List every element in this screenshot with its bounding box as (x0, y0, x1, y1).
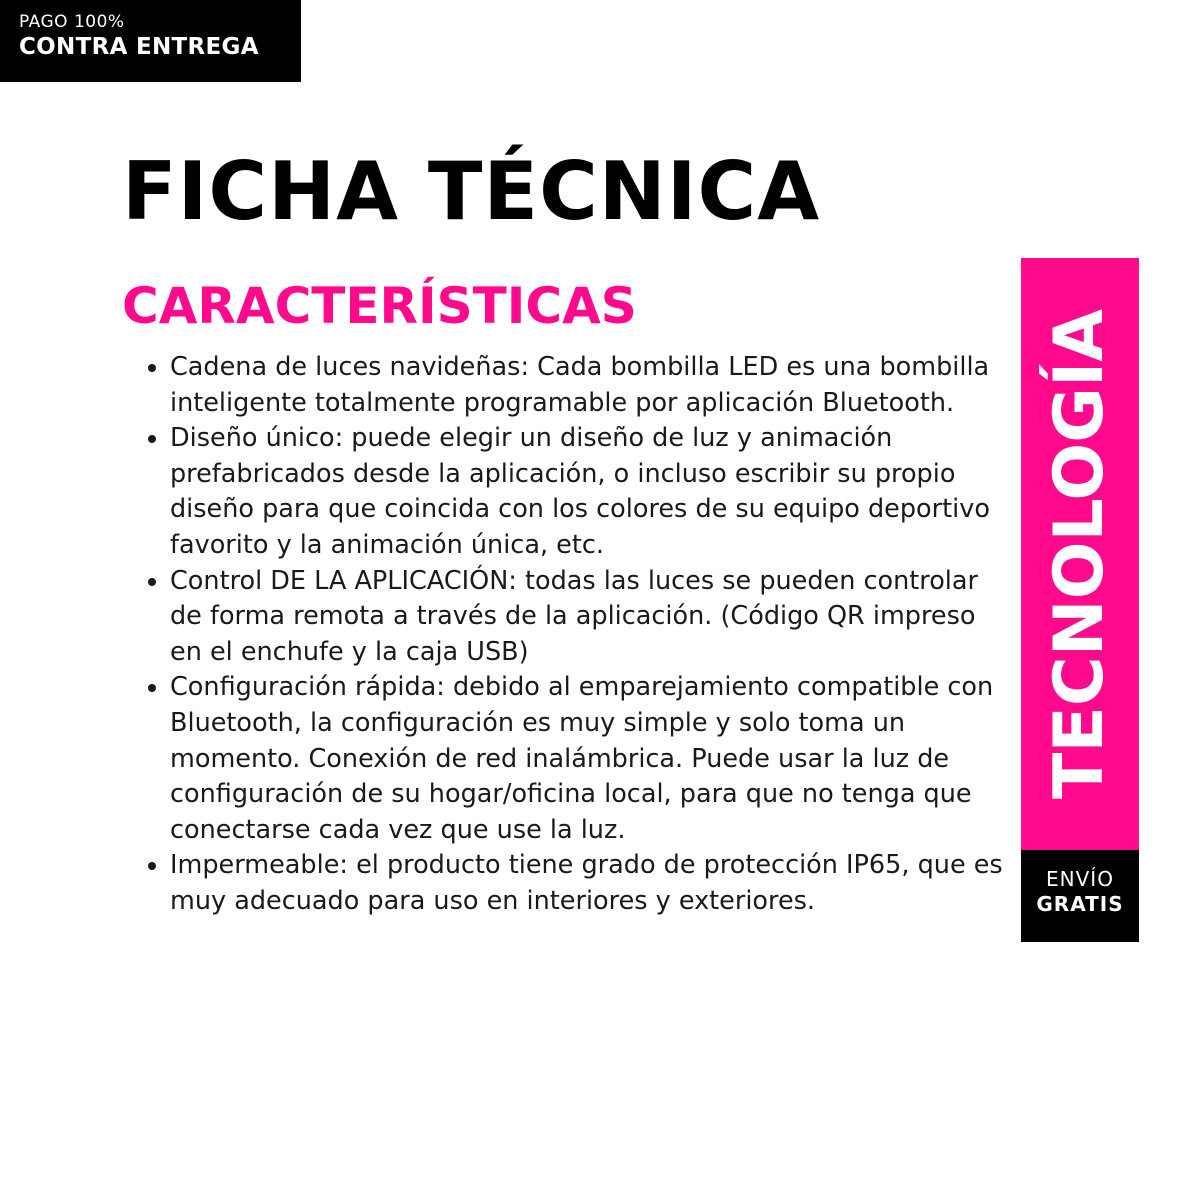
shipping-badge (1021, 850, 1139, 942)
feature-item: • Cadena de luces navideñas: Cada bombilla LED es una bombilla inteligente totalmente programable por aplicación Bluetooth. (170, 350, 1010, 421)
features-list (140, 350, 1010, 920)
payment-badge (0, 0, 301, 82)
shipping-badge-line1: ENVÍO (1046, 867, 1114, 891)
section-title: CARACTERÍSTICAS (122, 277, 637, 335)
feature-item: • Configuración rápida: debido al emparejamiento compatible con Bluetooth, la configuración es muy simple y solo toma un momento. Conexión de red inalámbrica. Puede usar la luz de configuración de su hogar/oficina local, para que no tenga que conectarse cada vez que use la luz. (170, 670, 1010, 848)
feature-item: • Control DE LA APLICACIÓN: todas las luces se pueden controlar de forma remota a través de la aplicación. (Código QR impreso en el enchufe y la caja USB) (170, 564, 1010, 671)
category-banner (1021, 258, 1139, 850)
feature-item: • Impermeable: el producto tiene grado de protección IP65, que es muy adecuado para uso en interiores y exteriores. (170, 848, 1010, 919)
category-banner-label: TECNOLOGÍA (1040, 309, 1119, 799)
payment-badge-line1: PAGO 100% (19, 12, 125, 32)
shipping-badge-line2: GRATIS (1036, 892, 1124, 916)
payment-badge-line2: CONTRA ENTREGA (19, 34, 259, 60)
feature-item: • Diseño único: puede elegir un diseño de luz y animación prefabricados desde la aplicación, o incluso escribir su propio diseño para que coincida con los colores de su equipo deportivo favorito y la animación única, etc. (170, 421, 1010, 563)
page-title: FICHA TÉCNICA (122, 145, 821, 238)
